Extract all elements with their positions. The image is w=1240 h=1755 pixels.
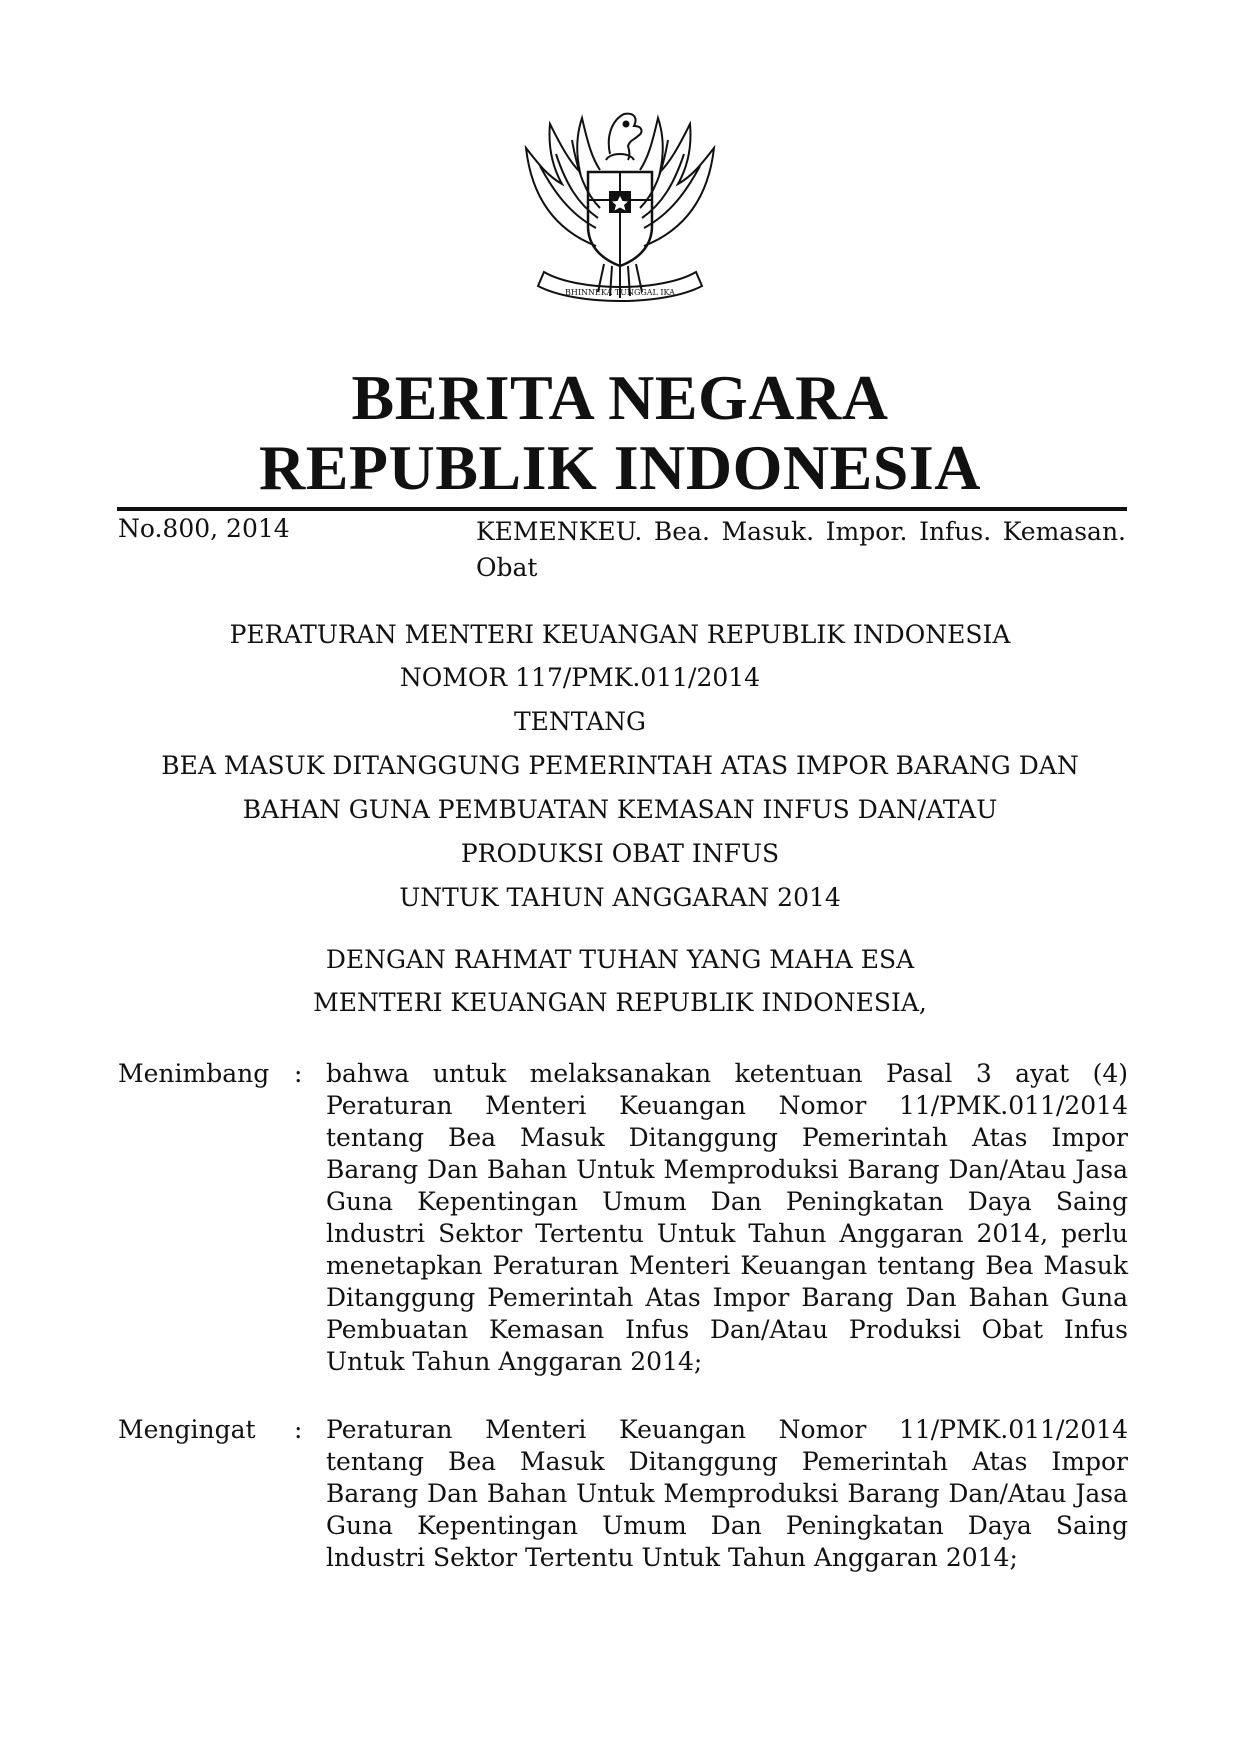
regulation-subject-line: BAHAN GUNA PEMBUATAN KEMASAN INFUS DAN/ATAU — [242, 795, 998, 824]
section-text: Peraturan Menteri Keuangan Nomor 11/PMK.011/2014 tentang Bea Masuk Ditanggung Pemerintah Atas Impor Barang Dan Bahan Untuk Memproduksi Barang Dan/Atau Jasa Guna Kepentingan Umum Dan Peningkatan Daya Saing lndustri Sektor Tertentu Untuk Tahun Anggaran 2014; — [326, 1415, 1128, 1572]
regulation-subject-line: UNTUK TAHUN ANGGARAN 2014 — [399, 883, 841, 912]
regulation-about-label: TENTANG — [513, 707, 646, 736]
preamble-line: DENGAN RAHMAT TUHAN YANG MAHA ESA — [325, 945, 915, 974]
garuda-pancasila-emblem-icon — [518, 96, 722, 308]
section-label: Menimbang — [118, 1059, 270, 1088]
masthead-title-line2: REPUBLIK INDONESIA — [258, 432, 982, 503]
gazette-number: No.800, 2014 — [118, 514, 290, 543]
regulation-subject-line: PRODUKSI OBAT INFUS — [460, 839, 780, 868]
section-colon: : — [294, 1059, 303, 1088]
gazette-keywords: KEMENKEU. Bea. Masuk. Impor. Infus. Kemasan. Obat — [476, 517, 1126, 582]
preamble-line: MENTERI KEUANGAN REPUBLIK INDONESIA, — [313, 988, 927, 1017]
section-colon: : — [294, 1415, 303, 1444]
regulation-subject-line: BEA MASUK DITANGGUNG PEMERINTAH ATAS IMPOR BARANG DAN — [161, 751, 1079, 780]
emblem-motto: BHINNEKA TUNGGAL IKA — [565, 288, 675, 297]
regulation-number: NOMOR 117/PMK.011/2014 — [399, 663, 761, 692]
section-label: Mengingat — [118, 1415, 256, 1444]
section-text: bahwa untuk melaksanakan ketentuan Pasal 3 ayat (4) Peraturan Menteri Keuangan Nomor 11/PMK.011/2014 tentang Bea Masuk Ditanggung Pemerintah Atas Impor Barang Dan Bahan Untuk Memproduksi Barang Dan/Atau Jasa Guna Kepentingan Umum Dan Peningkatan Daya Saing lndustri Sektor Tertentu Untuk Tahun Anggaran 2014, perlu menetapkan Peraturan Menteri Keuangan tentang Bea Masuk Ditanggung Pemerintah Atas Impor Barang Dan Bahan Guna Pembuatan Kemasan Infus Dan/Atau Produksi Obat Infus Untuk Tahun Anggaran 2014; — [326, 1059, 1128, 1376]
regulation-title-line: PERATURAN MENTERI KEUANGAN REPUBLIK INDONESIA — [229, 620, 1011, 649]
masthead-divider — [117, 507, 1127, 511]
masthead-title-line1: BERITA NEGARA — [351, 362, 889, 433]
